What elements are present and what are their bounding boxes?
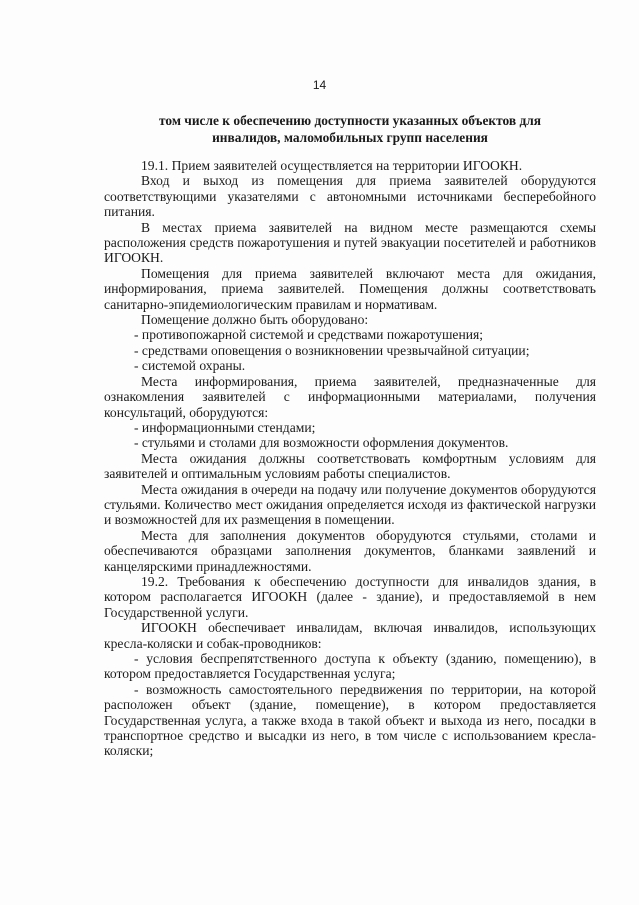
- list-item: - условия беспрепятственного доступа к объекту (зданию, помещению), в котором предоставляется Государственная услуга;: [104, 651, 596, 682]
- paragraph: 19.2. Требования к обеспечению доступности для инвалидов здания, в котором располагается ИГООКН (далее - здание), и предоставляемой в нем Государственной услуги.: [104, 573, 596, 620]
- paragraph: 19.1. Прием заявителей осуществляется на территории ИГООКН.: [141, 158, 523, 173]
- paragraph: Места ожидания должны соответствовать комфортным условиям для заявителей и оптимальным условиям работы специалистов.: [104, 450, 596, 482]
- list-item: - возможность самостоятельного передвижения по территории, на которой расположен объект (здание, помещение), в котором предоставляется Государственная услуга, а также входа в такой объект и выхода из него, посадки в транспортное средство и высадки из него, в том числе с использованием кресла-коляски;: [104, 681, 596, 759]
- paragraph: Места информирования, приема заявителей, предназначенные для ознакомления заявителей с информационными материалами, получения консультаций, оборудуются:: [104, 373, 596, 420]
- paragraph: Места ожидания в очереди на подачу или получение документов оборудуются стульями. Количество мест ожидания определяется исходя из фактической нагрузки и возможностей для их размещения в помещении.: [104, 481, 596, 528]
- list-item: - системой охраны.: [134, 358, 246, 374]
- paragraph: ИГООКН обеспечивает инвалидам, включая инвалидов, использующих кресла-коляски и собак-проводников:: [104, 620, 596, 651]
- section-heading-line-1: том числе к обеспечению доступности указанных объектов для: [158, 113, 541, 128]
- list-item: - противопожарной системой и средствами пожаротушения;: [134, 327, 484, 343]
- list-item: - средствами оповещения о возникновении чрезвычайной ситуации;: [134, 342, 530, 358]
- section-heading: [150, 112, 550, 146]
- paragraph: Помещение должно быть оборудовано:: [141, 312, 369, 328]
- list-item: - информационными стендами;: [134, 419, 316, 435]
- paragraph: Вход и выход из помещения для приема заявителей оборудуются соответствующими указателями с автономными источниками бесперебойного питания.: [104, 173, 596, 220]
- paragraph: Места для заполнения документов оборудуются стульями, столами и обеспечиваются образцами заполнения документов, бланками заявлений и канцелярскими принадлежностями.: [104, 527, 596, 574]
- page-number: 14: [312, 78, 327, 92]
- body-text: [104, 158, 596, 759]
- paragraph: В местах приема заявителей на видном месте размещаются схемы расположения средств пожаротушения и путей эвакуации посетителей и работников ИГООКН.: [104, 219, 596, 266]
- paragraph: Помещения для приема заявителей включают места для ожидания, информирования, приема заявителей. Помещения должны соответствовать санитарно-эпидемиологическим правилам и нормативам.: [104, 265, 596, 312]
- list-item: - стульями и столами для возможности оформления документов.: [134, 435, 509, 451]
- section-heading-line-2: инвалидов, маломобильных групп населения: [212, 130, 488, 145]
